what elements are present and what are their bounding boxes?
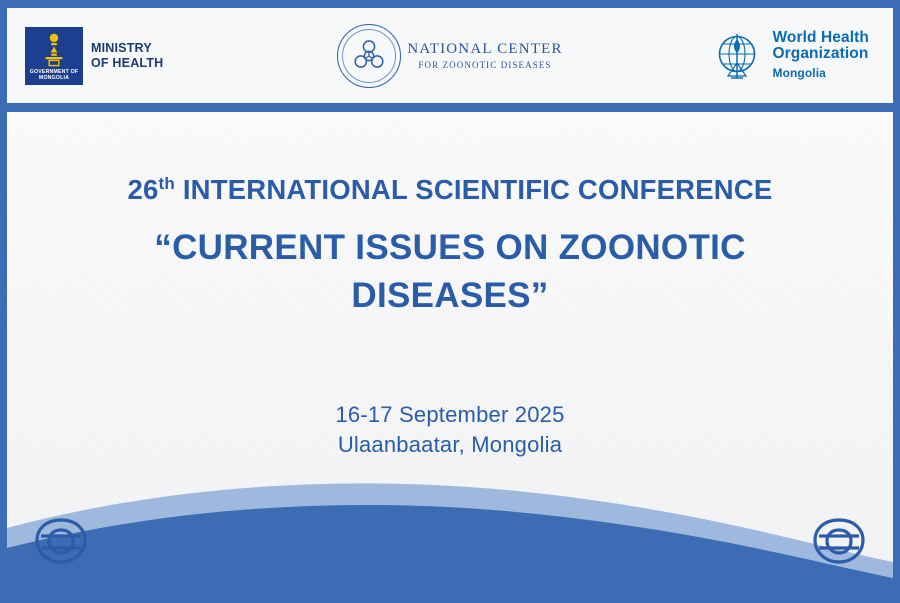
emblem-caption: [25, 69, 83, 85]
ministry-name-line1: MINISTRY: [91, 40, 152, 55]
logo-row: [7, 8, 893, 103]
title-block: [7, 174, 893, 320]
national-center-seal-icon: [337, 24, 401, 88]
ulzii-knot-left-icon: [27, 512, 95, 574]
who-name-line2: Organization: [772, 45, 869, 62]
ministry-of-health-logo: [7, 8, 302, 103]
who-country: Mongolia: [772, 66, 826, 80]
bottom-accent-bar: [0, 596, 900, 603]
conference-theme: “CURRENT ISSUES ON ZOONOTIC DISEASES”: [154, 228, 746, 316]
biohazard-icon: [349, 36, 389, 76]
right-accent-bar: [893, 0, 900, 603]
emblem-caption-line2: MONGOLIA: [38, 74, 70, 81]
event-location: Ulaanbaatar, Mongolia: [337, 432, 563, 457]
emblem-caption-line1: GOVERNMENT OF: [29, 68, 79, 75]
who-logo: [598, 8, 893, 103]
who-name-line1: World Health: [772, 29, 869, 46]
soyombo-icon: [41, 32, 67, 68]
conference-number: 26: [127, 174, 159, 206]
who-emblem-icon: [711, 30, 763, 82]
event-details: [7, 400, 893, 460]
conference-heading: [7, 174, 893, 206]
national-center-name-line2: FOR ZOONOTIC DISEASES: [418, 60, 552, 70]
ulzii-knot-right-icon: [805, 512, 873, 574]
national-center-logo: [302, 8, 597, 103]
event-date: 16-17 September 2025: [335, 402, 565, 427]
national-center-name-line1: NATIONAL CENTER: [407, 41, 563, 57]
conference-title: INTERNATIONAL SCIENTIFIC CONFERENCE: [175, 174, 773, 206]
top-accent-bar: [0, 0, 900, 8]
who-name: [772, 30, 869, 81]
conference-number-suffix: th: [158, 174, 175, 193]
slide-body: [7, 112, 893, 596]
left-accent-bar: [0, 0, 7, 603]
wave-shape: [7, 466, 893, 596]
footer-wave: [7, 466, 893, 596]
ministry-name: [91, 41, 163, 71]
header-divider: [7, 103, 893, 112]
mongolia-state-emblem-icon: [25, 27, 83, 85]
ministry-name-line2: OF HEALTH: [91, 55, 164, 70]
national-center-name: [407, 41, 562, 70]
